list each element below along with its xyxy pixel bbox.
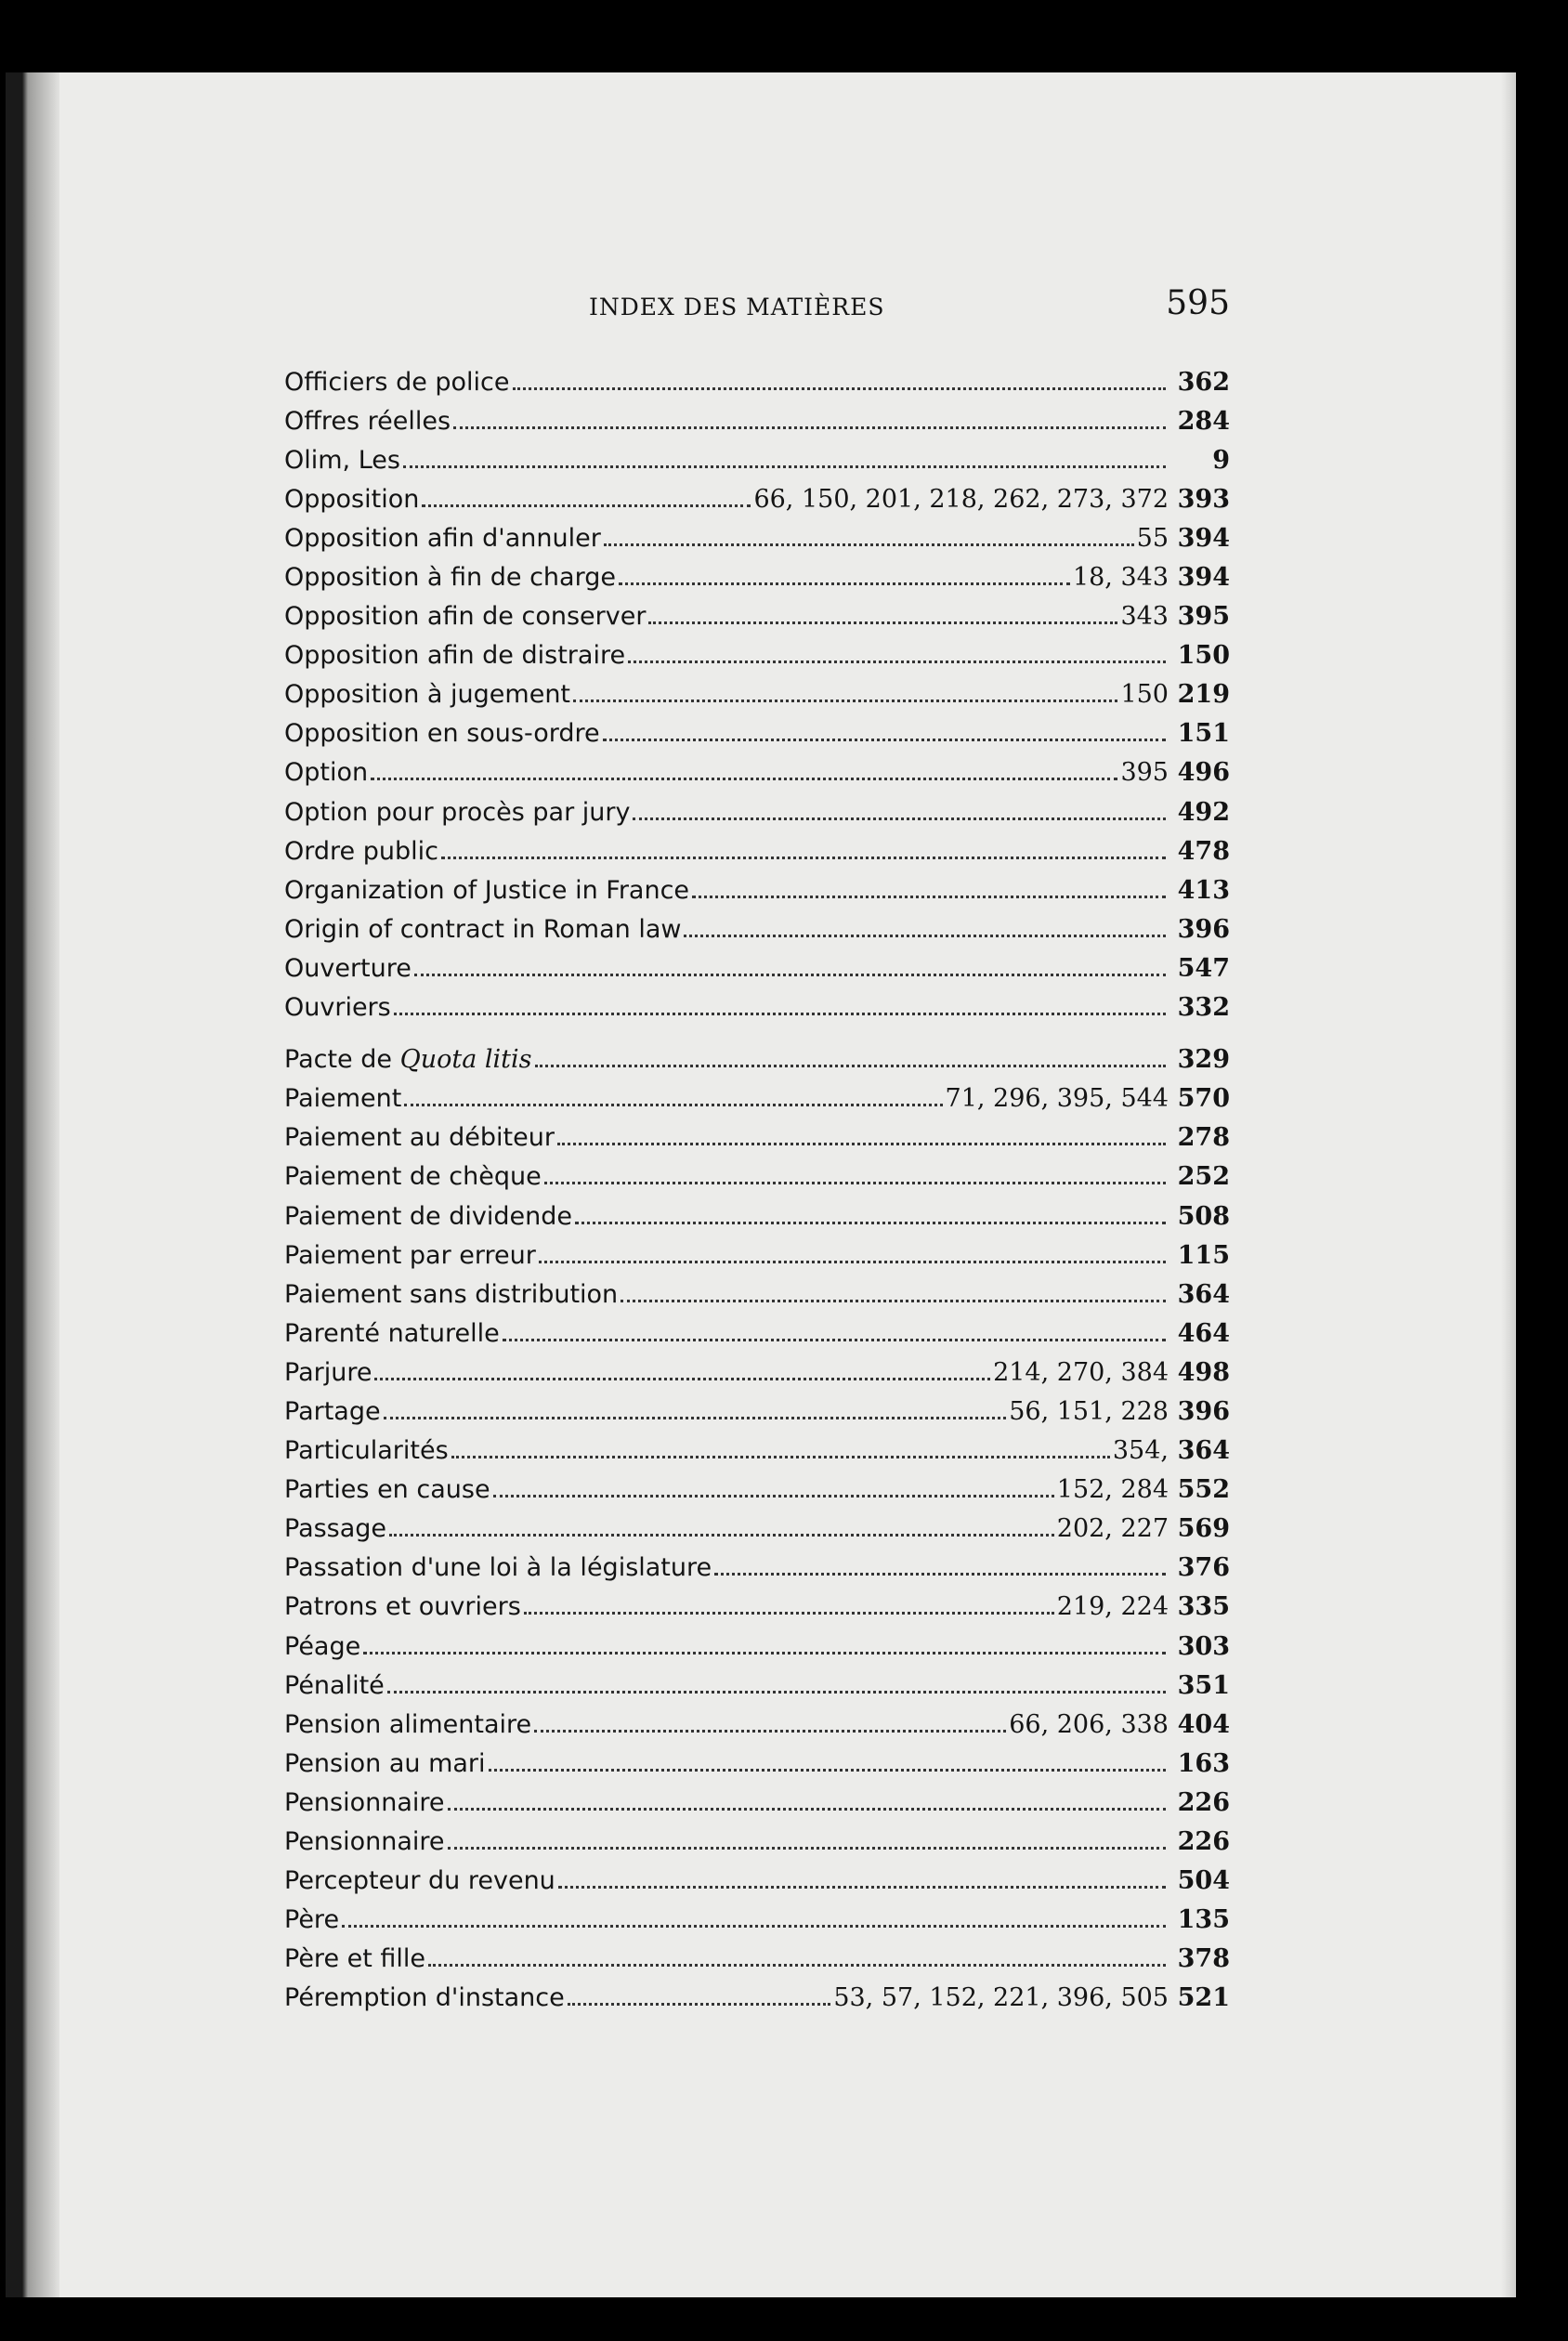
index-entry xyxy=(284,1862,1230,1901)
dot-leader xyxy=(428,1964,1166,1967)
index-term xyxy=(284,1319,500,1348)
index-term-text: Offres réelles xyxy=(284,406,451,436)
index-term xyxy=(284,368,510,397)
index-page-ref: 226 xyxy=(1177,1827,1230,1857)
index-page-ref: 464 xyxy=(1177,1318,1230,1348)
index-secondary-refs: 66, 206, 338 xyxy=(1009,1709,1169,1739)
index-entry xyxy=(284,1471,1230,1510)
dot-leader xyxy=(389,1534,1054,1537)
index-term-text: Paiement xyxy=(284,1084,402,1114)
dot-leader xyxy=(441,857,1166,859)
index-entry xyxy=(284,401,1230,440)
index-page-ref: 394 xyxy=(1177,523,1230,553)
index-term xyxy=(284,1632,360,1661)
index-page-ref: 394 xyxy=(1177,563,1230,593)
index-term-text: Origin of contract in Roman law xyxy=(284,914,682,944)
dot-leader xyxy=(513,387,1166,390)
index-entry xyxy=(284,1236,1230,1275)
index-term xyxy=(284,602,646,631)
book-page xyxy=(6,72,1516,2297)
dot-leader xyxy=(503,1339,1166,1341)
dot-leader xyxy=(371,778,1117,780)
index-entry xyxy=(284,1510,1230,1549)
index-term xyxy=(284,719,600,748)
index-term-text: Particularités xyxy=(284,1436,449,1466)
index-page-ref: 332 xyxy=(1177,993,1230,1023)
index-term-text: Opposition afin de conserver xyxy=(284,602,647,632)
index-term-text: Parenté naturelle xyxy=(284,1318,500,1348)
index-page-ref: 504 xyxy=(1177,1866,1230,1896)
index-term-text: Pacte de xyxy=(284,1045,392,1075)
index-page-ref: 115 xyxy=(1177,1240,1230,1270)
index-term-text: Passage xyxy=(284,1514,387,1544)
index-entry xyxy=(284,831,1230,870)
index-page-ref: 364 xyxy=(1177,1436,1230,1466)
index-term xyxy=(284,1983,565,2012)
index-term-text: Option xyxy=(284,758,369,788)
index-term xyxy=(284,1827,445,1856)
index-entry xyxy=(284,440,1230,479)
dot-leader xyxy=(394,1013,1166,1015)
index-page-ref: 498 xyxy=(1177,1357,1230,1387)
index-secondary-refs: 214, 270, 384 xyxy=(993,1357,1169,1387)
dot-leader xyxy=(648,621,1117,624)
index-page-ref: 335 xyxy=(1177,1592,1230,1622)
index-entry xyxy=(284,597,1230,636)
index-term-text: Opposition en sous-ordre xyxy=(284,719,600,749)
index-term xyxy=(284,1084,401,1113)
index-entry xyxy=(284,1275,1230,1314)
dot-leader xyxy=(684,935,1166,937)
index-page-ref: 395 xyxy=(1177,602,1230,632)
index-term xyxy=(284,1749,486,1778)
index-term-text: Paiement au débiteur xyxy=(284,1123,555,1153)
index-entry xyxy=(284,1744,1230,1783)
index-secondary-refs: 343 xyxy=(1120,602,1169,632)
dot-leader xyxy=(414,974,1166,976)
index-page-ref: 150 xyxy=(1177,641,1230,671)
index-term xyxy=(284,1671,385,1700)
index-page-ref: 396 xyxy=(1177,914,1230,944)
index-term xyxy=(284,641,625,670)
index-term xyxy=(284,563,616,592)
index-entry xyxy=(284,1079,1230,1118)
index-term xyxy=(284,1710,531,1739)
index-entry xyxy=(284,1432,1230,1471)
index-term-text: Opposition xyxy=(284,484,420,514)
dot-leader xyxy=(619,582,1070,585)
index-entry xyxy=(284,1979,1230,2018)
index-term-text: Passation d'une loi à la législature xyxy=(284,1553,712,1583)
index-entry xyxy=(284,518,1230,557)
dot-leader xyxy=(374,1378,990,1380)
index-secondary-refs: 395 xyxy=(1120,758,1169,788)
index-term-text: Péage xyxy=(284,1631,361,1661)
dot-leader xyxy=(558,1886,1166,1889)
index-term-italic: Quota litis xyxy=(399,1045,532,1075)
dot-leader xyxy=(575,1222,1166,1224)
index-page-ref: 492 xyxy=(1177,797,1230,827)
dot-leader xyxy=(573,700,1117,702)
index-term xyxy=(284,1475,490,1504)
index-term xyxy=(284,798,630,827)
dot-leader xyxy=(539,1261,1166,1263)
index-secondary-refs: 354, xyxy=(1112,1436,1169,1466)
index-term xyxy=(284,915,681,944)
index-term xyxy=(284,1162,542,1191)
index-entry xyxy=(284,1901,1230,1940)
index-secondary-refs: 152, 284 xyxy=(1056,1475,1169,1505)
index-entry xyxy=(284,792,1230,831)
index-secondary-refs: 55 xyxy=(1136,523,1169,553)
index-term xyxy=(284,1866,555,1895)
index-term-text: Ordre public xyxy=(284,836,438,866)
index-term-text: Pensionnaire xyxy=(284,1787,445,1817)
index-entry xyxy=(284,1627,1230,1666)
index-entry xyxy=(284,636,1230,675)
index-entry xyxy=(284,1940,1230,1979)
dot-leader xyxy=(621,1300,1166,1302)
index-term xyxy=(284,954,412,983)
index-term-text: Organization of Justice in France xyxy=(284,875,690,905)
index-entry xyxy=(284,1197,1230,1236)
index-term xyxy=(284,446,400,475)
dot-leader xyxy=(342,1925,1166,1928)
index-entry xyxy=(284,1783,1230,1822)
index-entry xyxy=(284,1705,1230,1744)
index-term-text: Opposition afin de distraire xyxy=(284,641,626,671)
index-term-text: Officiers de police xyxy=(284,367,510,397)
index-secondary-refs: 66, 150, 201, 218, 262, 273, 372 xyxy=(753,484,1169,514)
index-page-ref: 278 xyxy=(1177,1123,1230,1153)
index-page-ref: 163 xyxy=(1177,1748,1230,1778)
index-page-ref: 226 xyxy=(1177,1787,1230,1817)
index-entry xyxy=(284,362,1230,401)
index-page-ref: 552 xyxy=(1177,1475,1230,1505)
index-entry xyxy=(284,988,1230,1027)
index-page-ref: 284 xyxy=(1177,406,1230,436)
index-term xyxy=(284,1045,532,1074)
index-term xyxy=(284,1514,386,1543)
dot-leader xyxy=(448,1808,1166,1811)
index-term xyxy=(284,1944,425,1973)
index-entry xyxy=(284,909,1230,948)
index-term xyxy=(284,876,689,905)
index-entry xyxy=(284,1353,1230,1392)
dot-leader xyxy=(557,1143,1166,1145)
dot-leader xyxy=(714,1573,1166,1576)
index-term-text: Paiement sans distribution xyxy=(284,1279,619,1309)
dot-leader xyxy=(448,1847,1166,1850)
index-term-text: Ouvriers xyxy=(284,993,391,1023)
index-page-ref: 219 xyxy=(1177,680,1230,710)
index-page-ref: 404 xyxy=(1177,1709,1230,1739)
index-term xyxy=(284,993,391,1022)
index-entry xyxy=(284,675,1230,714)
dot-leader xyxy=(489,1769,1166,1772)
dot-leader xyxy=(403,465,1166,468)
dot-leader xyxy=(453,426,1166,429)
index-term-text: Parjure xyxy=(284,1357,372,1387)
index-term xyxy=(284,1358,372,1387)
index-page-ref: 413 xyxy=(1177,875,1230,905)
index-page-ref: 396 xyxy=(1177,1396,1230,1426)
index-term-text: Parties en cause xyxy=(284,1475,490,1505)
dot-leader xyxy=(604,543,1134,546)
index-term xyxy=(284,758,368,787)
index-term xyxy=(284,1241,536,1270)
index-page-ref: 252 xyxy=(1177,1162,1230,1192)
index-term-text: Opposition à fin de charge xyxy=(284,563,616,593)
index-page-ref: 393 xyxy=(1177,484,1230,514)
dot-leader xyxy=(493,1495,1054,1497)
dot-leader xyxy=(568,2003,831,2006)
index-entry xyxy=(284,1040,1230,1079)
index-term-text: Père et fille xyxy=(284,1944,426,1974)
index-entry xyxy=(284,1392,1230,1431)
index-page-ref: 376 xyxy=(1177,1553,1230,1583)
index-term xyxy=(284,1397,381,1426)
index-entry xyxy=(284,479,1230,518)
index-term xyxy=(284,407,451,436)
index-secondary-refs: 56, 151, 228 xyxy=(1009,1396,1169,1426)
dot-leader xyxy=(544,1182,1166,1184)
index-term-text: Péremption d'instance xyxy=(284,1983,565,2013)
index-entry xyxy=(284,714,1230,753)
index-secondary-refs: 219, 224 xyxy=(1056,1592,1169,1622)
index-page-ref: 9 xyxy=(1212,445,1230,475)
index-term-text: Père xyxy=(284,1905,340,1935)
index-entry xyxy=(284,753,1230,792)
index-page-ref: 329 xyxy=(1177,1045,1230,1075)
index-entry xyxy=(284,1118,1230,1157)
index-term xyxy=(284,1436,449,1465)
page-header xyxy=(284,281,1230,336)
index-term-text: Pénalité xyxy=(284,1670,385,1700)
dot-leader xyxy=(422,504,751,507)
dot-leader xyxy=(524,1612,1054,1615)
index-page-ref: 351 xyxy=(1177,1670,1230,1700)
index-page-ref: 496 xyxy=(1177,758,1230,788)
page-number: 595 xyxy=(1166,284,1230,322)
index-term-text: Option pour procès par jury xyxy=(284,797,631,827)
index-term-text: Opposition afin d'annuler xyxy=(284,523,601,553)
index-page-ref: 521 xyxy=(1177,1983,1230,2013)
index-term xyxy=(284,1592,521,1621)
index-entry xyxy=(284,1666,1230,1705)
index-term-text: Olim, Les xyxy=(284,445,400,475)
index-entry xyxy=(284,1822,1230,1861)
index-term-text: Opposition à jugement xyxy=(284,680,571,710)
index-term-text: Patrons et ouvriers xyxy=(284,1592,521,1622)
index-term-text: Pension au mari xyxy=(284,1748,486,1778)
dot-leader xyxy=(628,660,1166,663)
dot-leader xyxy=(534,1730,1006,1733)
index-page-ref: 151 xyxy=(1177,719,1230,749)
index-secondary-refs: 150 xyxy=(1120,680,1169,710)
index-term xyxy=(284,1123,555,1152)
index-entry xyxy=(284,1314,1230,1353)
index-term xyxy=(284,1788,445,1817)
index-term xyxy=(284,1905,339,1934)
index-entry xyxy=(284,1549,1230,1588)
index-term xyxy=(284,1202,572,1231)
dot-leader xyxy=(692,896,1166,898)
index-term-text: Pension alimentaire xyxy=(284,1709,532,1739)
index-page-ref: 508 xyxy=(1177,1201,1230,1231)
dot-leader xyxy=(384,1417,1007,1419)
index-term-text: Paiement par erreur xyxy=(284,1240,536,1270)
dot-leader xyxy=(535,1065,1166,1067)
index-page-ref: 570 xyxy=(1177,1084,1230,1114)
dot-leader xyxy=(404,1104,942,1106)
index-list xyxy=(284,362,1230,2018)
index-entry xyxy=(284,948,1230,987)
dot-leader xyxy=(451,1456,1110,1458)
dot-leader xyxy=(363,1652,1166,1654)
index-entry xyxy=(284,557,1230,596)
index-term xyxy=(284,1280,618,1309)
index-page-ref: 478 xyxy=(1177,836,1230,866)
index-entry xyxy=(284,870,1230,909)
index-secondary-refs: 53, 57, 152, 221, 396, 505 xyxy=(833,1983,1169,2013)
index-page-ref: 362 xyxy=(1177,367,1230,397)
index-page-ref: 547 xyxy=(1177,953,1230,983)
running-title: INDEX DES MATIÈRES xyxy=(589,294,885,320)
index-term xyxy=(284,837,438,866)
index-page-ref: 378 xyxy=(1177,1944,1230,1974)
dot-leader xyxy=(603,739,1166,741)
dot-leader xyxy=(633,817,1166,820)
index-secondary-refs: 18, 343 xyxy=(1072,563,1169,593)
index-page-ref: 569 xyxy=(1177,1514,1230,1544)
index-entry xyxy=(284,1588,1230,1627)
index-term-text: Paiement de dividende xyxy=(284,1201,572,1231)
dot-leader xyxy=(387,1691,1166,1694)
index-term xyxy=(284,680,570,709)
index-secondary-refs: 71, 296, 395, 544 xyxy=(945,1084,1169,1114)
index-page-ref: 303 xyxy=(1177,1631,1230,1661)
index-page-ref: 364 xyxy=(1177,1279,1230,1309)
index-entry xyxy=(284,1157,1230,1197)
index-term-text: Partage xyxy=(284,1396,381,1426)
index-term-text: Percepteur du revenu xyxy=(284,1866,555,1896)
index-term-text: Pensionnaire xyxy=(284,1827,445,1857)
index-term xyxy=(284,485,419,514)
index-term-text: Paiement de chèque xyxy=(284,1162,542,1192)
index-term-text: Ouverture xyxy=(284,953,412,983)
index-secondary-refs: 202, 227 xyxy=(1056,1514,1169,1544)
index-term xyxy=(284,524,601,553)
index-page-ref: 135 xyxy=(1177,1905,1230,1935)
index-term xyxy=(284,1553,712,1582)
